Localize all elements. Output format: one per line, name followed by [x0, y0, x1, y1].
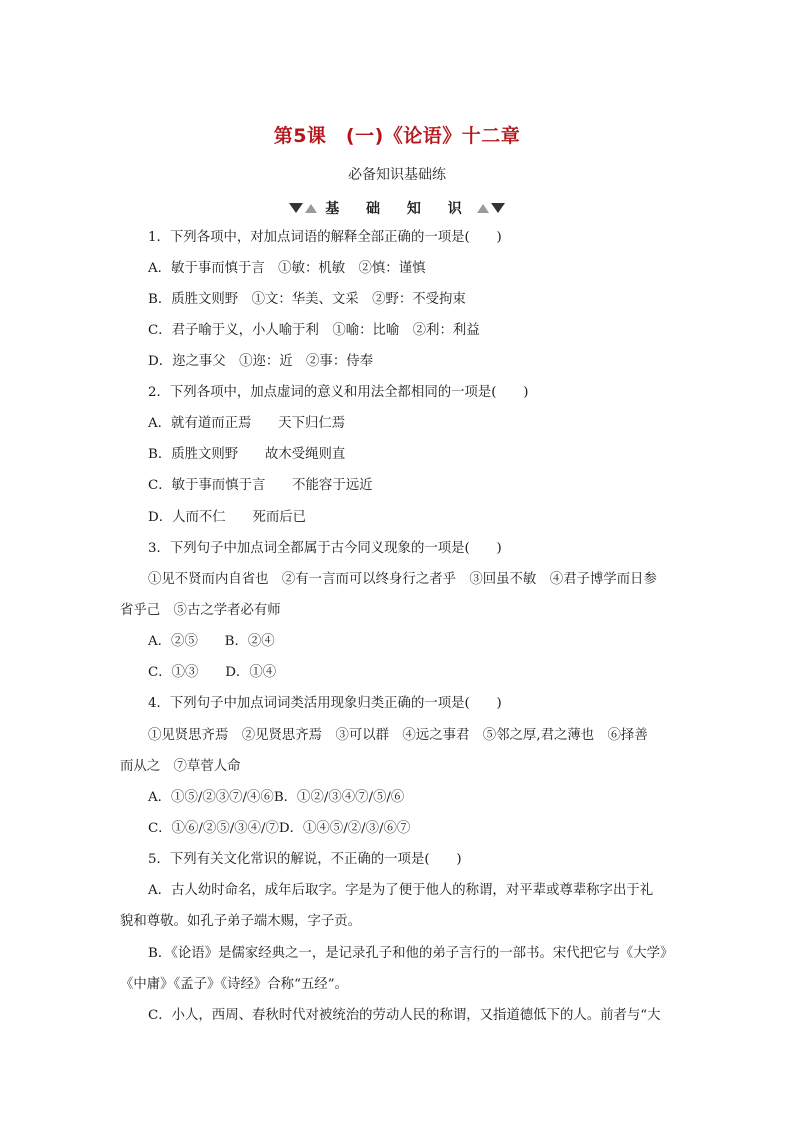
question-1-option-c: C．君子喻于义，小人喻于利 ①喻：比喻 ②利：利益 [148, 323, 480, 338]
question-4-options-ab: A．①⑤/②③⑦/④⑥B．①②/③④⑦/⑤/⑥ [148, 790, 405, 805]
question-2-option-c: C．敏于事而慎于言 不能容于远近 [148, 478, 373, 493]
question-1-stem: 1．下列各项中，对加点词语的解释全部正确的一项是( ) [148, 230, 502, 245]
triangle-up-icon [305, 204, 317, 213]
question-4-options-cd: C．①⑥/②⑤/③④/⑦D．①④⑤/②/③/⑥⑦ [148, 821, 411, 836]
question-5-option-c: C．小人，西周、春秋时代对被统治的劳动人民的称谓，又指道德低下的人。前者与“大 [148, 1008, 661, 1023]
question-3-sentences-cont: 省乎己 ⑤古之学者必有师 [120, 603, 281, 618]
question-4-stem: 4．下列句子中加点词词类活用现象归类正确的一项是( ) [148, 696, 502, 711]
section-header [0, 198, 794, 218]
question-5-option-b-cont: 《中庸》《孟子》《诗经》合称“五经”。 [120, 977, 348, 992]
question-3-options-ab: A．②⑤ B．②④ [148, 634, 275, 649]
question-2-option-d: D．人而不仁 死而后已 [148, 510, 307, 525]
question-5-option-b: B．《论语》是儒家经典之一，是记录孔子和他的弟子言行的一部书。宋代把它与《大学》 [148, 946, 674, 961]
question-4-sentences: ①见贤思齐焉 ②见贤思齐焉 ③可以群 ④远之事君 ⑤邻之厚,君之薄也 ⑥择善 [148, 728, 648, 743]
question-1-option-b: B．质胜文则野 ①文：华美、文采 ②野：不受拘束 [148, 292, 466, 307]
section-subtitle: 必备知识基础练 [348, 167, 446, 183]
question-2-option-b: B．质胜文则野 故木受绳则直 [148, 447, 346, 462]
question-5-option-a-cont: 貌和尊敬。如孔子弟子端木赐，字子贡。 [120, 914, 362, 929]
question-2-stem: 2．下列各项中，加点虚词的意义和用法全都相同的一项是( ) [148, 385, 529, 400]
question-1-option-d: D．迩之事父 ①迩：近 ②事：侍奉 [148, 354, 373, 369]
question-3-sentences: ①见不贤而内自省也 ②有一言而可以终身行之者乎 ③回虽不敏 ④君子博学而日参 [148, 572, 657, 587]
question-4-sentences-cont: 而从之 ⑦草菅人命 [120, 759, 241, 774]
question-3-stem: 3．下列句子中加点词全都属于古今同义现象的一项是( ) [148, 541, 502, 556]
page-title: 第5课 (一)《论语》十二章 [273, 125, 521, 147]
question-1-option-a: A．敏于事而慎于言 ①敏：机敏 ②慎：谨慎 [148, 261, 426, 276]
question-2-option-a: A．就有道而正焉 天下归仁焉 [148, 416, 346, 431]
question-3-options-cd: C．①③ D．①④ [148, 665, 277, 680]
section-label: 基 础 知 识 [325, 201, 473, 217]
triangle-down-icon [289, 203, 303, 213]
triangle-up-icon [477, 204, 489, 213]
question-5-stem: 5．下列有关文化常识的解说，不正确的一项是( ) [148, 852, 462, 867]
triangle-down-icon [491, 203, 505, 213]
question-5-option-a: A．古人幼时命名，成年后取字。字是为了便于他人的称谓，对平辈或尊辈称字出于礼 [148, 883, 654, 898]
